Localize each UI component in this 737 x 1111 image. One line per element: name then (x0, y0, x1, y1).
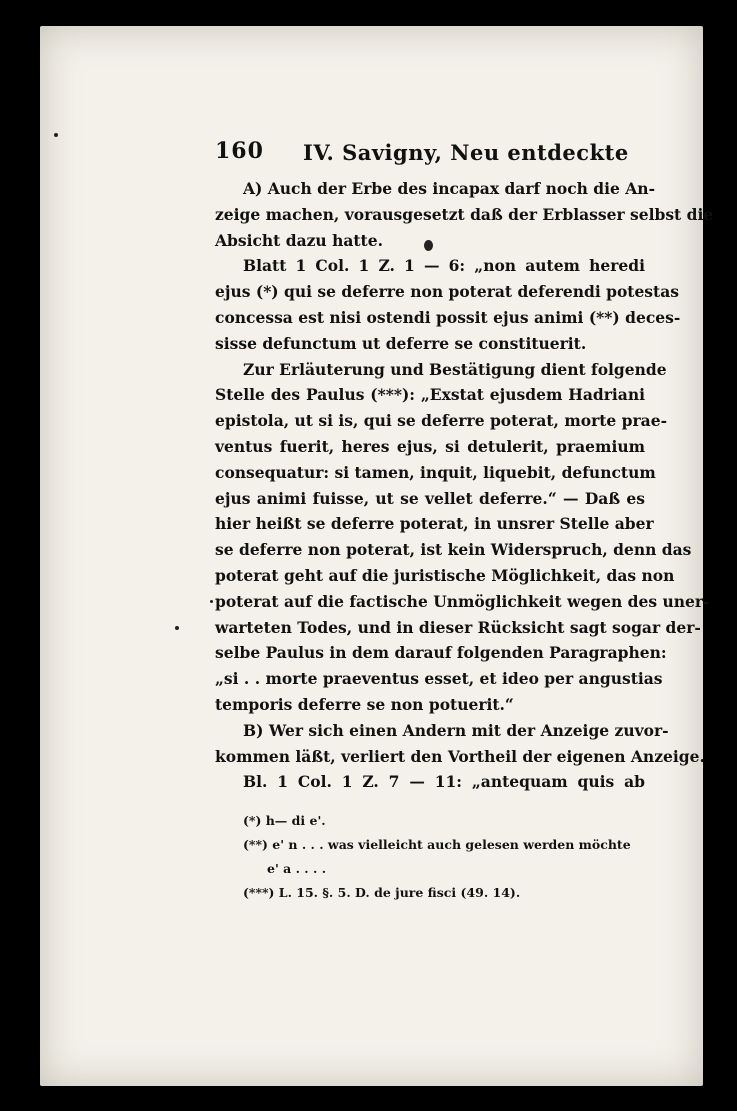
ink-speck (54, 133, 58, 137)
text-line: concessa est nisi ostendi possit ejus animi (**) deces- (215, 307, 681, 327)
text-line: A) Auch der Erbe des incapax darf noch die An- (243, 179, 656, 198)
page-number: 160 (215, 138, 264, 164)
text-line: se deferre non poterat, ist kein Widerspruch, denn das (215, 540, 692, 560)
ink-speck (175, 626, 179, 630)
footnotes (215, 809, 645, 905)
text-line: ejus animi fuisse, ut se vellet deferre.“ — Daß es (215, 488, 645, 508)
text-line: selbe Paulus in dem darauf folgenden Paragraphen: (215, 643, 667, 663)
footnote: (**) e' n . . . was vielleicht auch gelesen werden möchte (243, 837, 631, 853)
text-line: Blatt 1 Col. 1 Z. 1 — 6: „non autem heredi (243, 256, 645, 276)
running-head: IV. Savigny, Neu entdeckte (303, 140, 629, 165)
footnote: (*) h— di e'. (243, 813, 326, 829)
text-line: kommen läßt, verliert den Vortheil der eigenen Anzeige. (215, 746, 705, 766)
text-line: temporis deferre se non potuerit.“ (215, 694, 514, 714)
text-line: epistola, ut si is, qui se deferre poterat, morte prae- (215, 411, 667, 431)
page-content (215, 138, 714, 905)
ink-speck (210, 600, 213, 603)
text-line: ventus fuerit, heres ejus, si detulerit, praemium (215, 436, 645, 456)
text-line: sisse defunctum ut deferre se constituerit. (215, 333, 587, 353)
text-line: hier heißt se deferre poterat, in unsrer Stelle aber (215, 514, 654, 534)
text-line: Zur Erläuterung und Bestätigung dient folgende (243, 359, 667, 379)
text-line: zeige machen, vorausgesetzt daß der Erblasser selbst die (215, 204, 714, 224)
body-text (215, 176, 714, 795)
text-line: poterat geht auf die juristische Möglichkeit, das non (215, 565, 675, 585)
text-line: poterat auf die factische Unmöglichkeit wegen des uner- (215, 591, 710, 611)
page-header (215, 138, 645, 176)
text-line: ejus (*) qui se deferre non poterat deferendi potestas (215, 282, 679, 302)
text-line: Bl. 1 Col. 1 Z. 7 — 11: „antequam quis ab (243, 772, 645, 792)
footnote-continuation: e' a . . . . (267, 861, 327, 877)
text-line: warteten Todes, und in dieser Rücksicht sagt sogar der- (215, 617, 701, 637)
text-line: B) Wer sich einen Andern mit der Anzeige zuvor- (243, 720, 669, 740)
text-line: Stelle des Paulus (***): „Exstat ejusdem Hadriani (215, 385, 645, 405)
text-line: consequatur: si tamen, inquit, liquebit, defunctum (215, 462, 656, 482)
text-line: Absicht dazu hatte. (215, 230, 383, 250)
footnote: (***) L. 15. §. 5. D. de jure fisci (49. 14). (243, 885, 521, 901)
text-line: „si . . morte praeventus esset, et ideo per angustias (215, 669, 663, 689)
